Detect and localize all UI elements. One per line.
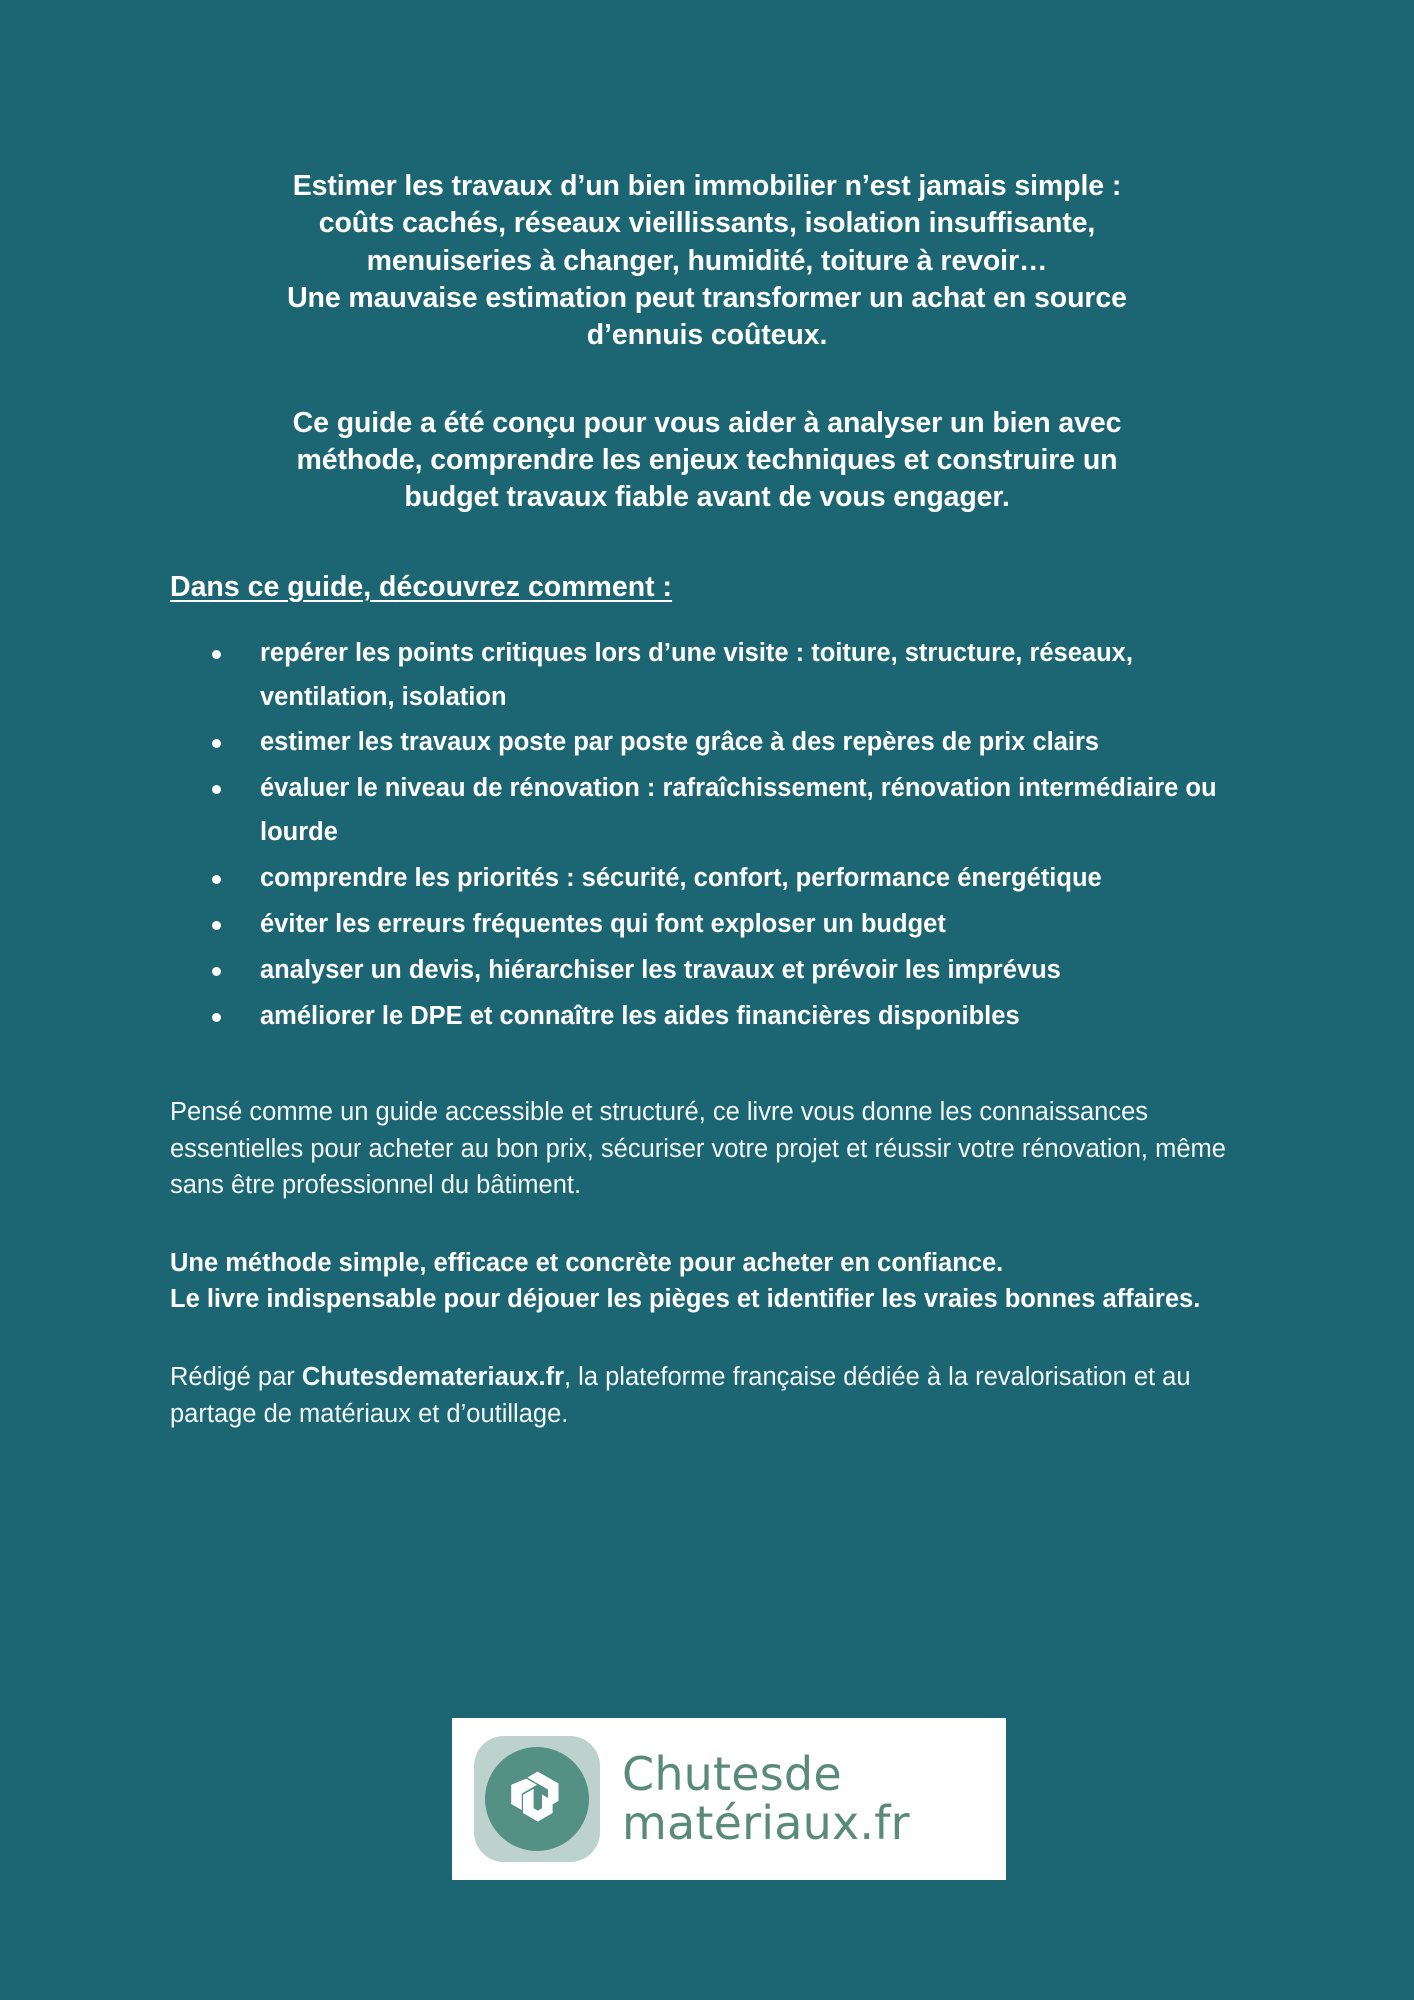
bullet-dot-icon [212,967,221,976]
intro-paragraph-primary [202,0,1212,355]
list-item-label: comprendre les priorités : sécurité, confort, performance énergétique [260,863,1102,892]
section-heading-text: Dans ce guide, découvrez comment : [170,570,673,603]
intro-line: budget travaux fiable avant de vous engager. [404,481,1010,514]
emphasis-line-1: Une méthode simple, efficace et concrète pour acheter en confiance. [170,1249,1004,1278]
summary-paragraph: Pensé comme un guide accessible et structuré, ce livre vous donne les connaissances essentielles pour acheter au bon prix, sécuriser votre projet et réussir votre rénovation, même sans être professionnel du bâtiment. [170,1098,1226,1199]
intro-line: menuiseries à changer, humidité, toiture à revoir… [366,244,1048,277]
recycling-cube-icon [504,1766,570,1832]
logo-badge [474,1736,600,1862]
list-item-label: repérer les points critiques lors d’une visite : toiture, structure, réseaux, ventilation, isolation [260,638,1133,711]
list-item [0,767,1414,855]
intro-line: Une mauvaise estimation peut transformer un achat en source [287,281,1127,314]
list-item [0,995,1414,1039]
logo-circle [485,1747,589,1851]
list-item-label: améliorer le DPE et connaître les aides financières disponibles [260,1001,1020,1030]
list-item [0,949,1414,993]
emphasis-paragraph [0,1203,1414,1317]
list-item-label: évaluer le niveau de rénovation : rafraîchissement, rénovation intermédiaire ou lourde [260,774,1217,847]
bullet-dot-icon [212,785,221,794]
brand-name: Chutesdemateriaux.fr [301,1363,565,1392]
list-item-label: éviter les erreurs fréquentes qui font exploser un budget [260,909,946,938]
bullet-dot-icon [212,739,221,748]
feature-bullet-list [0,606,1414,1039]
credit-prefix: Rédigé par [170,1363,302,1392]
intro-line: Ce guide a été conçu pour vous aider à analyser un bien avec [292,406,1122,439]
intro-line: Estimer les travaux d’un bien immobilier n’est jamais simple : [292,170,1122,202]
list-item-label: estimer les travaux poste par poste grâce à des repères de prix clairs [260,728,1100,757]
intro-line: méthode, comprendre les enjeux techniques et construire un [296,443,1118,476]
bullet-dot-icon [212,1013,221,1022]
intro-line: coûts cachés, réseaux vieillissants, isolation insuffisante, [318,207,1096,240]
list-item-label: analyser un devis, hiérarchiser les travaux et prévoir les imprévus [260,955,1061,984]
emphasis-line-2: Le livre indispensable pour déjouer les pièges et identifier les vraies bonnes affaires. [170,1285,1201,1314]
logo-wordmark-line-2: matériaux.fr [622,1796,910,1850]
bullet-dot-icon [212,650,221,659]
bullet-dot-icon [212,875,221,884]
brand-logo-card[interactable] [452,1718,1006,1880]
logo-wordmark [622,1747,910,1850]
credit-paragraph [0,1317,1414,1431]
list-item [0,857,1414,901]
bullet-dot-icon [212,921,221,930]
logo-wordmark-line-1: Chutesde [622,1747,842,1802]
intro-paragraph-secondary [202,355,1212,517]
list-item [0,903,1414,947]
list-item [0,721,1414,765]
credit-suffix: , la plateforme française dédiée à la revalorisation et au partage de matériaux et d’outillage. [170,1363,1191,1428]
intro-line: d’ennuis coûteux. [586,319,828,352]
list-item [0,632,1414,720]
section-heading [0,517,1414,606]
